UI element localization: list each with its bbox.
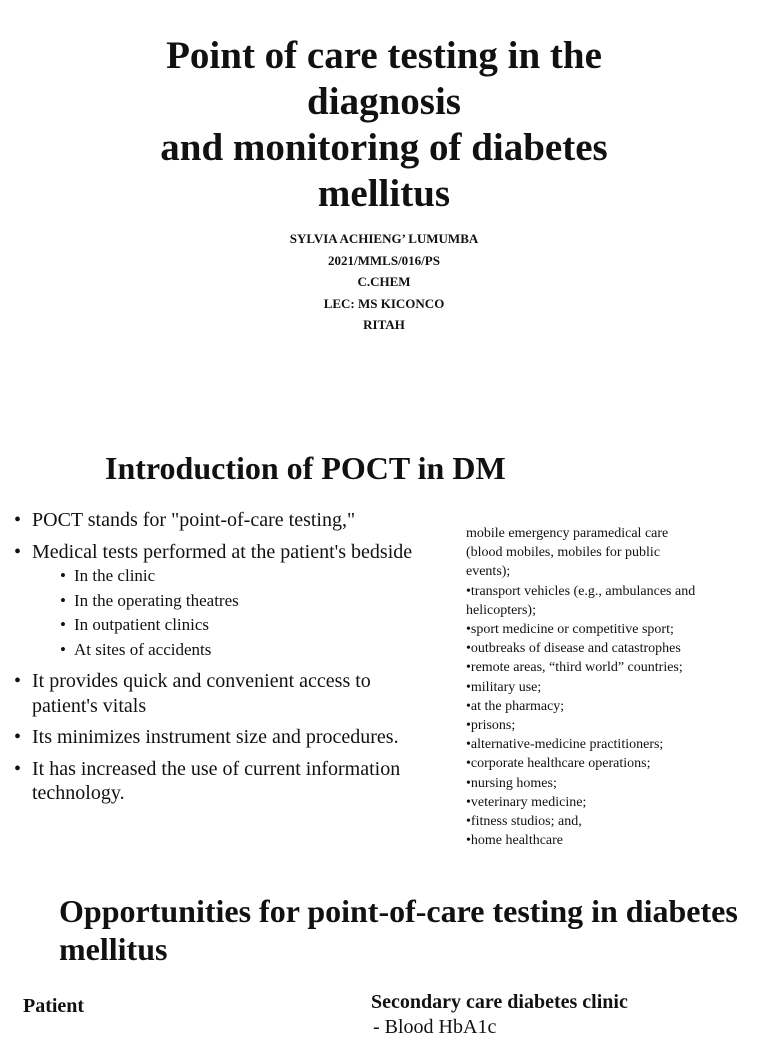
patient-heading: Patient — [23, 995, 85, 1017]
settings-line: •fitness studios; and, — [466, 814, 582, 830]
clinic-heading: Secondary care diabetes clinic — [371, 991, 628, 1013]
bullet-item — [14, 540, 424, 663]
registration-number: 2021/MMLS/016/PS — [328, 252, 440, 268]
course-code: C.CHEM — [357, 274, 411, 289]
settings-line: •sport medicine or competitive sport; — [466, 622, 674, 638]
title-line: diagnosis — [307, 80, 461, 123]
settings-line: •transport vehicles (e.g., ambulances and — [466, 583, 696, 599]
settings-line: •nursing homes; — [466, 775, 557, 791]
sub-bullet-item: • At sites of accidents — [60, 638, 424, 663]
settings-line: mobile emergency paramedical care — [466, 526, 669, 541]
slide-title: Introduction of POCT in DM — [105, 450, 506, 486]
settings-line: •alternative-medicine practitioners; — [466, 737, 664, 753]
introduction-slide — [0, 430, 768, 860]
bullet-text: Medical tests performed at the patient's bedside — [32, 540, 413, 563]
title-slide — [0, 0, 768, 400]
author-details — [0, 228, 768, 336]
title-line: mellitus — [317, 172, 451, 215]
sub-bullet-item: • In the operating theatres — [60, 589, 424, 614]
clinic-item: - Blood HbA1c — [373, 1016, 497, 1038]
settings-line: helicopters); — [466, 602, 536, 618]
author-name: SYLVIA ACHIENG’ LUMUMBA — [289, 231, 479, 246]
sub-bullet-item: • In the clinic — [60, 564, 424, 589]
bullet-list — [14, 508, 424, 813]
lecturer-line: RITAH — [363, 317, 405, 332]
settings-line: •home healthcare — [466, 833, 564, 849]
bullet-item: • POCT stands for "point-of-care testing," — [14, 508, 424, 533]
settings-line: •outbreaks of disease and catastrophes — [466, 641, 681, 657]
bullet-item: • It provides quick and convenient access to patient's vitals — [14, 669, 424, 718]
settings-line: •remote areas, “third world” countries; — [466, 660, 683, 676]
settings-line: •at the pharmacy; — [466, 698, 565, 714]
settings-list — [466, 524, 756, 850]
sub-bullet-item: • In outpatient clinics — [60, 613, 424, 638]
settings-line: events); — [466, 564, 511, 580]
presentation-title — [0, 33, 768, 217]
sub-bullet-list — [32, 564, 424, 662]
bullet-item: • Its minimizes instrument size and procedures. — [14, 725, 424, 750]
settings-line: •veterinary medicine; — [466, 794, 587, 810]
settings-line: •corporate healthcare operations; — [466, 756, 651, 772]
settings-line: •military use; — [466, 679, 542, 695]
title-line: and monitoring of diabetes — [160, 126, 608, 169]
slide-title: Opportunities for point-of-care testing in diabetes mellitus — [59, 893, 738, 967]
settings-line: (blood mobiles, mobiles for public — [466, 545, 661, 561]
title-line: Point of care testing in the — [166, 34, 602, 77]
settings-line: •prisons; — [466, 718, 516, 734]
bullet-item: • It has increased the use of current information technology. — [14, 757, 424, 806]
lecturer-line: LEC: MS KICONCO — [323, 295, 445, 311]
opportunities-slide — [0, 880, 768, 1038]
